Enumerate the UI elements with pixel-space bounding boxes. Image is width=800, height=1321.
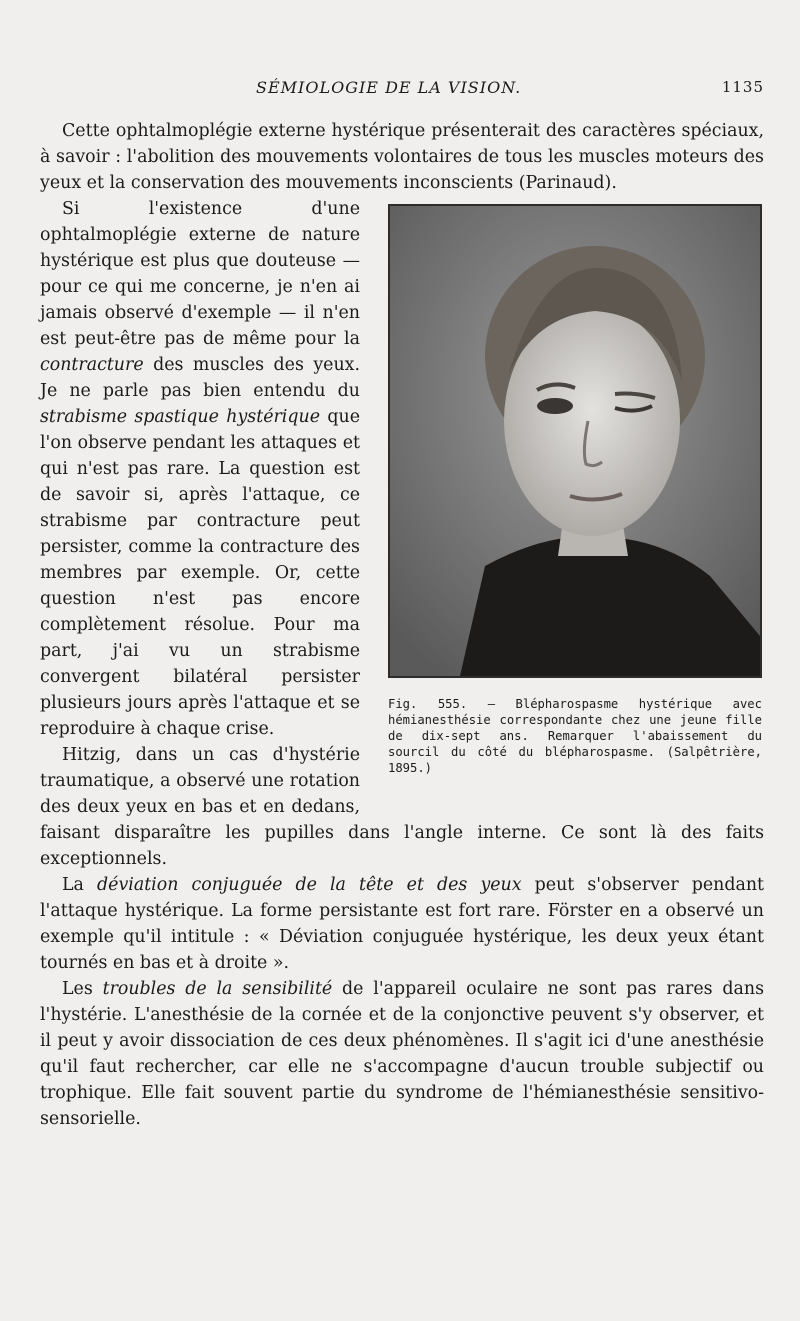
text-span: des muscles des yeux. Je ne parle pas bien entendu du xyxy=(40,355,361,401)
paragraph: Cette ophtalmoplégie externe hystérique présenterait des caractères spéciaux, à savoir : l'abolition des mouvements volontaires de tous les muscles moteurs des yeux et la conservation des mouvements inconscients (Parinaud). xyxy=(40,121,764,193)
italic-term: strabisme spastique hystérique xyxy=(40,407,320,427)
running-title: SÉMIOLOGIE DE LA VISION. xyxy=(256,78,522,97)
figure-caption: Fig. 555. — Blépharospasme hystérique avec hémianesthésie correspondante chez une jeune fille de dix-sept ans. Remarquer l'abaissement du sourcil du côté du blépharospasme. (Salpêtrière, 1895.) xyxy=(388,697,762,775)
body-text xyxy=(40,118,764,1132)
running-header xyxy=(40,78,768,102)
portrait-photograph xyxy=(388,204,762,678)
italic-term: troubles de la sensibilité xyxy=(102,979,333,999)
text-span: de l'appareil oculaire ne sont pas rares dans l'hystérie. L'anesthésie de la cornée et de la conjonctive peuvent s'y observer, et il peut y avoir dissociation de ces deux phénomènes. Il s'agit ici d'une anesthésie qu'il faut rechercher, car elle ne s'accompagne d'aucun trouble subjectif ou trophique. Elle fait souvent partie du syndrome de l'hémianesthésie sensitivo-sensorielle. xyxy=(40,979,765,1129)
figure xyxy=(378,204,764,796)
paragraph xyxy=(40,976,764,1132)
italic-term: déviation conjuguée de la tête et des yeux xyxy=(97,875,522,895)
paragraph xyxy=(40,872,764,976)
text-span: peut s'observer pendant l'attaque hystérique. La forme persistante est fort rare. Förster en a observé un exemple qu'il intitule : « Déviation conjuguée hystérique, les deux yeux étant tournés en bas et à droite ». xyxy=(40,875,765,973)
italic-term: contracture xyxy=(40,355,144,375)
text-span: que l'on observe pendant les attaques et qui n'est pas rare. La question est de savoir si, après l'attaque, ce strabisme par contracture peut persister, comme la contracture des membres par exemple. Or, cette question n'est pas encore complètement résolue. Pour ma part, j'ai vu un strabisme convergent bilatéral persister plusieurs jours après l'attaque et se reproduire à chaque crise. xyxy=(40,407,360,739)
text-span: La xyxy=(62,875,84,895)
text-span: Les xyxy=(62,979,93,999)
page-number: 1135 xyxy=(721,78,764,96)
paragraph: Hitzig, dans un cas d'hystérie traumatique, a observé une rotation des deux yeux en bas et en dedans, faisant disparaître les pupilles dans l'angle interne. Ce sont là des faits exceptionnels. xyxy=(40,745,764,869)
text-span: Si l'existence d'une ophtalmoplégie externe de nature hystérique est plus que douteuse — pour ce qui me concerne, je n'en ai jamais observé d'exemple — il n'en est peut-être pas de même pour la xyxy=(40,199,360,349)
